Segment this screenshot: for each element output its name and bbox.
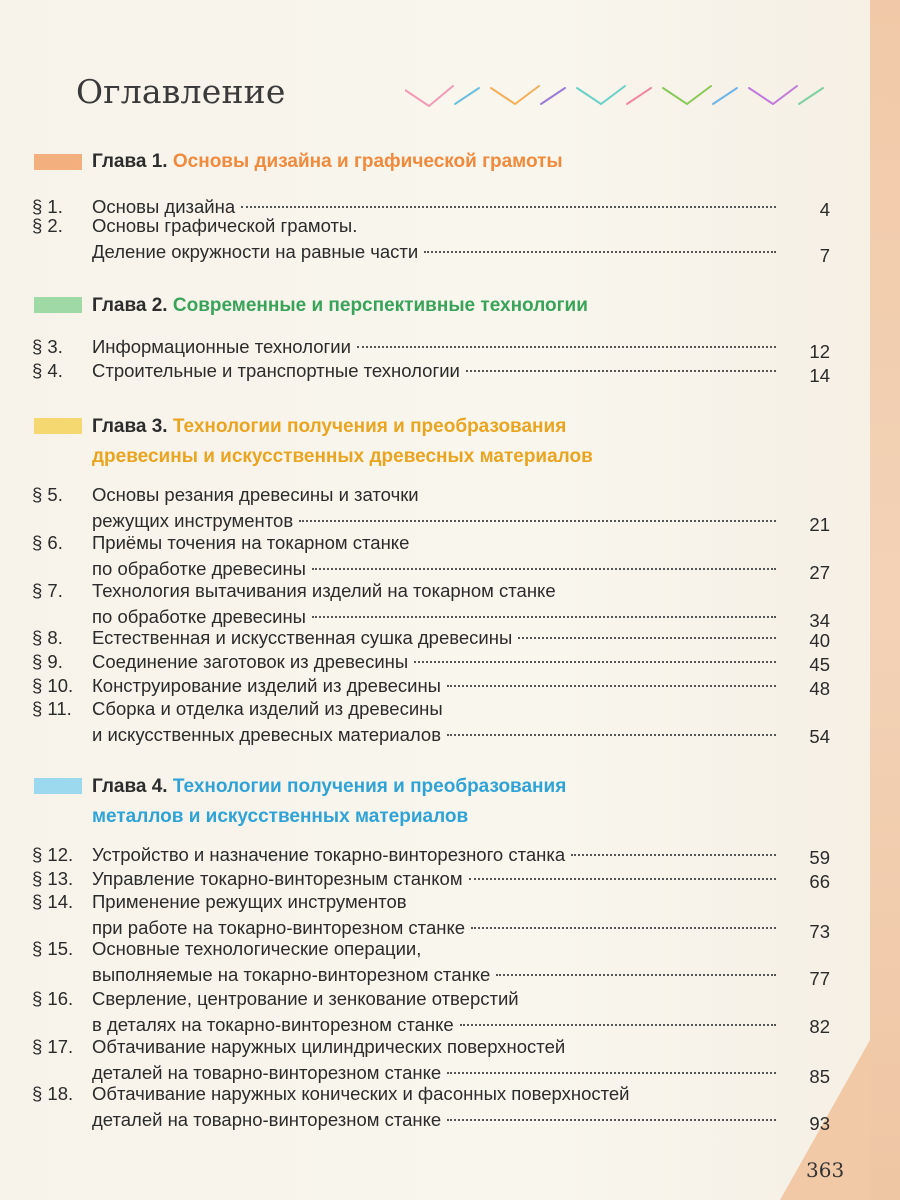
page-title: Оглавление [76,72,286,111]
section-number: § 7. [32,580,63,601]
folio-page-number: 363 [806,1158,845,1182]
section-title: Основы графической грамоты. [92,215,358,236]
section-number: § 18. [32,1083,74,1104]
section-title: Основные технологические операции, [92,938,422,959]
chapter-2-marker [34,297,82,313]
page-edge-strip [870,0,900,1200]
section-title-cont: по обработке древесины [92,606,306,627]
section-title-cont: деталей на товарно-винторезном станке [92,1109,442,1130]
page-number: 54 [809,726,830,747]
page-number: 82 [809,1016,830,1037]
section-title: Соединение заготовок из древесины [92,651,409,672]
page-number: 85 [809,1066,830,1087]
section-title-cont: выполняемые на токарно-винторезном станке [92,964,491,985]
section-title: Сверление, центрование и зенкование отверстий [92,988,519,1009]
page-number: 45 [809,654,830,675]
page-number: 66 [809,871,830,892]
section-number: § 17. [32,1036,74,1057]
chapter-1-heading [92,147,563,177]
section-title: Основы резания древесины и заточки [92,484,419,505]
section-number: § 15. [32,938,74,959]
page-number: 40 [809,630,830,651]
section-title: Сборка и отделка изделий из древесины [92,698,443,719]
decorative-strokes [405,82,835,112]
page-number: 4 [819,199,830,220]
section-title-cont: по обработке древесины [92,558,306,579]
section-number: § 1. [32,196,63,217]
page-number: 48 [809,678,830,699]
chapter-1-marker [34,154,82,170]
chapter-1-prefix: Глава 1. [92,151,168,172]
section-number: § 14. [32,891,74,912]
page-number: 93 [809,1113,830,1134]
chapter-4-title: Технологии получения и преобразования [172,776,567,797]
chapter-3-title: Технологии получения и преобразования [172,416,567,437]
section-title-cont: Деление окружности на равные части [92,241,419,262]
page-number: 59 [809,847,830,868]
chapter-3-title-cont: древесины и искусственных древесных материалов [92,446,593,467]
chapter-2-heading [92,291,588,321]
section-title: Обтачивание наружных конических и фасонных поверхностей [92,1083,630,1104]
section-title: Управление токарно-винторезным станком [92,868,463,889]
section-title: Основы дизайна [92,196,236,217]
section-title: Применение режущих инструментов [92,891,407,912]
section-title: Строительные и транспортные технологии [92,360,460,381]
section-number: § 9. [32,651,63,672]
section-number: § 2. [32,215,63,236]
section-number: § 12. [32,844,74,865]
section-title: Обтачивание наружных цилиндрических поверхностей [92,1036,566,1057]
section-title: Информационные технологии [92,336,351,357]
page-number: 14 [809,365,830,386]
section-number: § 10. [32,675,74,696]
section-title: Технология вытачивания изделий на токарном станке [92,580,556,601]
section-title-cont: при работе на токарно-винторезном станке [92,917,466,938]
page-number: 7 [819,245,830,266]
page-number: 27 [809,562,830,583]
section-title: Конструирование изделий из древесины [92,675,441,696]
section-title: Устройство и назначение токарно-винторезного станка [92,844,566,865]
section-number: § 4. [32,360,63,381]
chapter-2-prefix: Глава 2. [92,295,168,316]
chapter-1-title: Основы дизайна и графической грамоты [172,151,563,172]
section-number: § 13. [32,868,74,889]
page-number: 77 [809,968,830,989]
chapter-3-marker [34,418,82,434]
chapter-4-heading [92,772,566,832]
section-title-cont: и искусственных древесных материалов [92,724,442,745]
section-title: Естественная и искусственная сушка древесины [92,627,513,648]
page-number: 73 [809,921,830,942]
page-number: 34 [809,610,830,631]
section-number: § 8. [32,627,63,648]
section-number: § 6. [32,532,63,553]
chapter-4-prefix: Глава 4. [92,776,168,797]
section-title-cont: в деталях на токарно-винторезном станке [92,1014,454,1035]
section-number: § 5. [32,484,63,505]
page-number: 12 [809,341,830,362]
chapter-2-title: Современные и перспективные технологии [172,295,588,316]
section-number: § 3. [32,336,63,357]
section-number: § 16. [32,988,74,1009]
chapter-3-prefix: Глава 3. [92,416,168,437]
section-title-cont: деталей на товарно-винторезном станке [92,1062,442,1083]
chapter-4-marker [34,778,82,794]
chapter-3-heading [92,412,593,472]
page-number: 21 [809,514,830,535]
section-title: Приёмы точения на токарном станке [92,532,410,553]
chapter-4-title-cont: металлов и искусственных материалов [92,806,469,827]
section-title-cont: режущих инструментов [92,510,294,531]
section-number: § 11. [32,698,72,719]
